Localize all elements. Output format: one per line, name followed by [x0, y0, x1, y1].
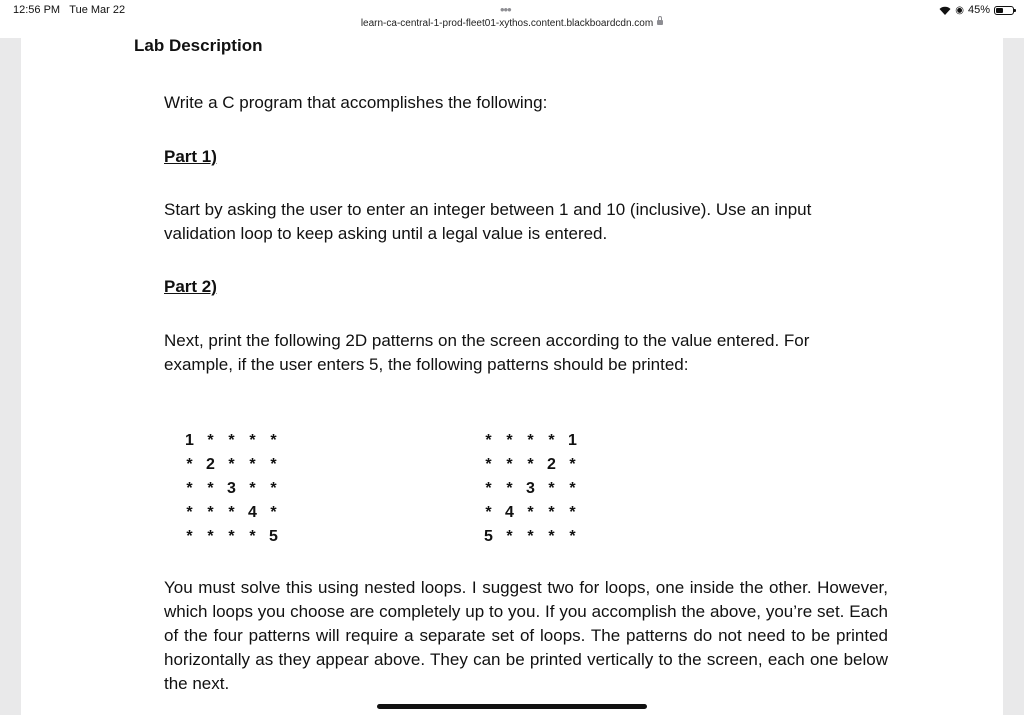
pattern-row [478, 525, 583, 549]
pattern-cell: 1 [568, 432, 577, 449]
pattern-cell: * [186, 456, 193, 473]
closing-text: You must solve this using nested loops. I suggest two for loops, one inside the other. However, which loops you choose are completely up to you. If you accomplish the above, you’re set. Each of the four patterns will require a separate set of loops. The patterns do not need to be printed horizontally as they appear above. They can be printed vertically to the screen, each one below the next. [164, 578, 888, 693]
pattern-cell: * [569, 456, 576, 473]
pattern-cell: * [249, 528, 256, 545]
pattern-cell: 5 [269, 528, 278, 545]
orientation-lock-icon: ◉ [955, 4, 964, 16]
pattern-cell: * [186, 528, 193, 545]
pattern-cell: * [270, 456, 277, 473]
address-bar[interactable] [0, 18, 1024, 29]
pattern-cell: * [270, 504, 277, 521]
pattern-cell: * [527, 456, 534, 473]
part1-line2: validation loop to keep asking until a legal value is entered. [164, 224, 608, 243]
lock-icon [657, 20, 663, 25]
pattern-cell: * [249, 480, 256, 497]
battery-percent: 45% [967, 4, 990, 16]
pattern-cell: 2 [547, 456, 556, 473]
pattern-cell: * [506, 480, 513, 497]
pattern-cell: 4 [248, 504, 257, 521]
pattern-right [478, 429, 583, 549]
pattern-row [478, 453, 583, 477]
pattern-cell: * [527, 504, 534, 521]
pattern-row [478, 501, 583, 525]
pattern-cell: * [527, 528, 534, 545]
pattern-cell: 1 [185, 432, 194, 449]
pattern-cell: 3 [526, 480, 535, 497]
part2-heading: Part 2) [164, 277, 217, 296]
pattern-cell: * [548, 528, 555, 545]
pattern-cell: 3 [227, 480, 236, 497]
url-text: learn-ca-central-1-prod-fleet01-xythos.content.blackboardcdn.com [360, 18, 654, 29]
pattern-cell: * [207, 504, 214, 521]
pattern-row [179, 525, 284, 549]
battery-fill [996, 8, 1003, 13]
pattern-row [179, 453, 284, 477]
document-page [21, 38, 1003, 715]
status-indicators [939, 4, 1014, 16]
pattern-cell: * [569, 504, 576, 521]
pattern-cell: * [228, 432, 235, 449]
pattern-cell: 5 [484, 528, 493, 545]
pattern-cell: * [249, 456, 256, 473]
pattern-cell: * [485, 504, 492, 521]
pattern-cell: * [228, 504, 235, 521]
pattern-cell: * [207, 480, 214, 497]
status-bar [0, 0, 1024, 38]
pattern-cell: * [228, 528, 235, 545]
pattern-cell: * [548, 432, 555, 449]
pattern-cell: * [527, 432, 534, 449]
pattern-row [179, 429, 284, 453]
pattern-cell: * [249, 432, 256, 449]
wifi-icon [939, 6, 951, 15]
pattern-cell: * [506, 528, 513, 545]
pattern-cell: * [485, 480, 492, 497]
part2-line1: Next, print the following 2D patterns on the screen according to the value entered. For [164, 331, 810, 350]
part2-text [164, 329, 864, 377]
pattern-cell: * [270, 480, 277, 497]
time-text: 12:56 PM [13, 4, 61, 16]
part2-line2: example, if the user enters 5, the following patterns should be printed: [164, 355, 689, 374]
pattern-row [179, 501, 284, 525]
status-time [13, 4, 125, 16]
intro-text: Write a C program that accomplishes the following: [164, 93, 548, 112]
pattern-row [478, 477, 583, 501]
pattern-cell: * [485, 432, 492, 449]
more-options-icon[interactable]: ••• [500, 2, 511, 17]
battery-icon [994, 6, 1014, 15]
pattern-cell: * [506, 456, 513, 473]
home-indicator[interactable] [377, 704, 647, 709]
page-title: Lab Description [134, 36, 263, 55]
pattern-left [179, 429, 284, 549]
part1-text [164, 198, 864, 246]
pattern-cell: * [207, 432, 214, 449]
pattern-row [478, 429, 583, 453]
pattern-cell: * [186, 480, 193, 497]
part1-line1: Start by asking the user to enter an integer between 1 and 10 (inclusive). Use an input [164, 200, 812, 219]
pattern-cell: * [270, 432, 277, 449]
battery-tip [1014, 9, 1016, 12]
date-text: Tue Mar 22 [69, 4, 126, 16]
pattern-cell: * [548, 480, 555, 497]
pattern-cell: * [207, 528, 214, 545]
pattern-cell: * [186, 504, 193, 521]
pattern-cell: 4 [505, 504, 514, 521]
pattern-cell: * [548, 504, 555, 521]
pattern-row [179, 477, 284, 501]
pattern-cell: * [569, 480, 576, 497]
pattern-cell: * [506, 432, 513, 449]
pattern-cell: * [485, 456, 492, 473]
pattern-cell: * [228, 456, 235, 473]
part1-heading: Part 1) [164, 147, 217, 166]
pattern-cell: 2 [206, 456, 215, 473]
pattern-cell: * [569, 528, 576, 545]
